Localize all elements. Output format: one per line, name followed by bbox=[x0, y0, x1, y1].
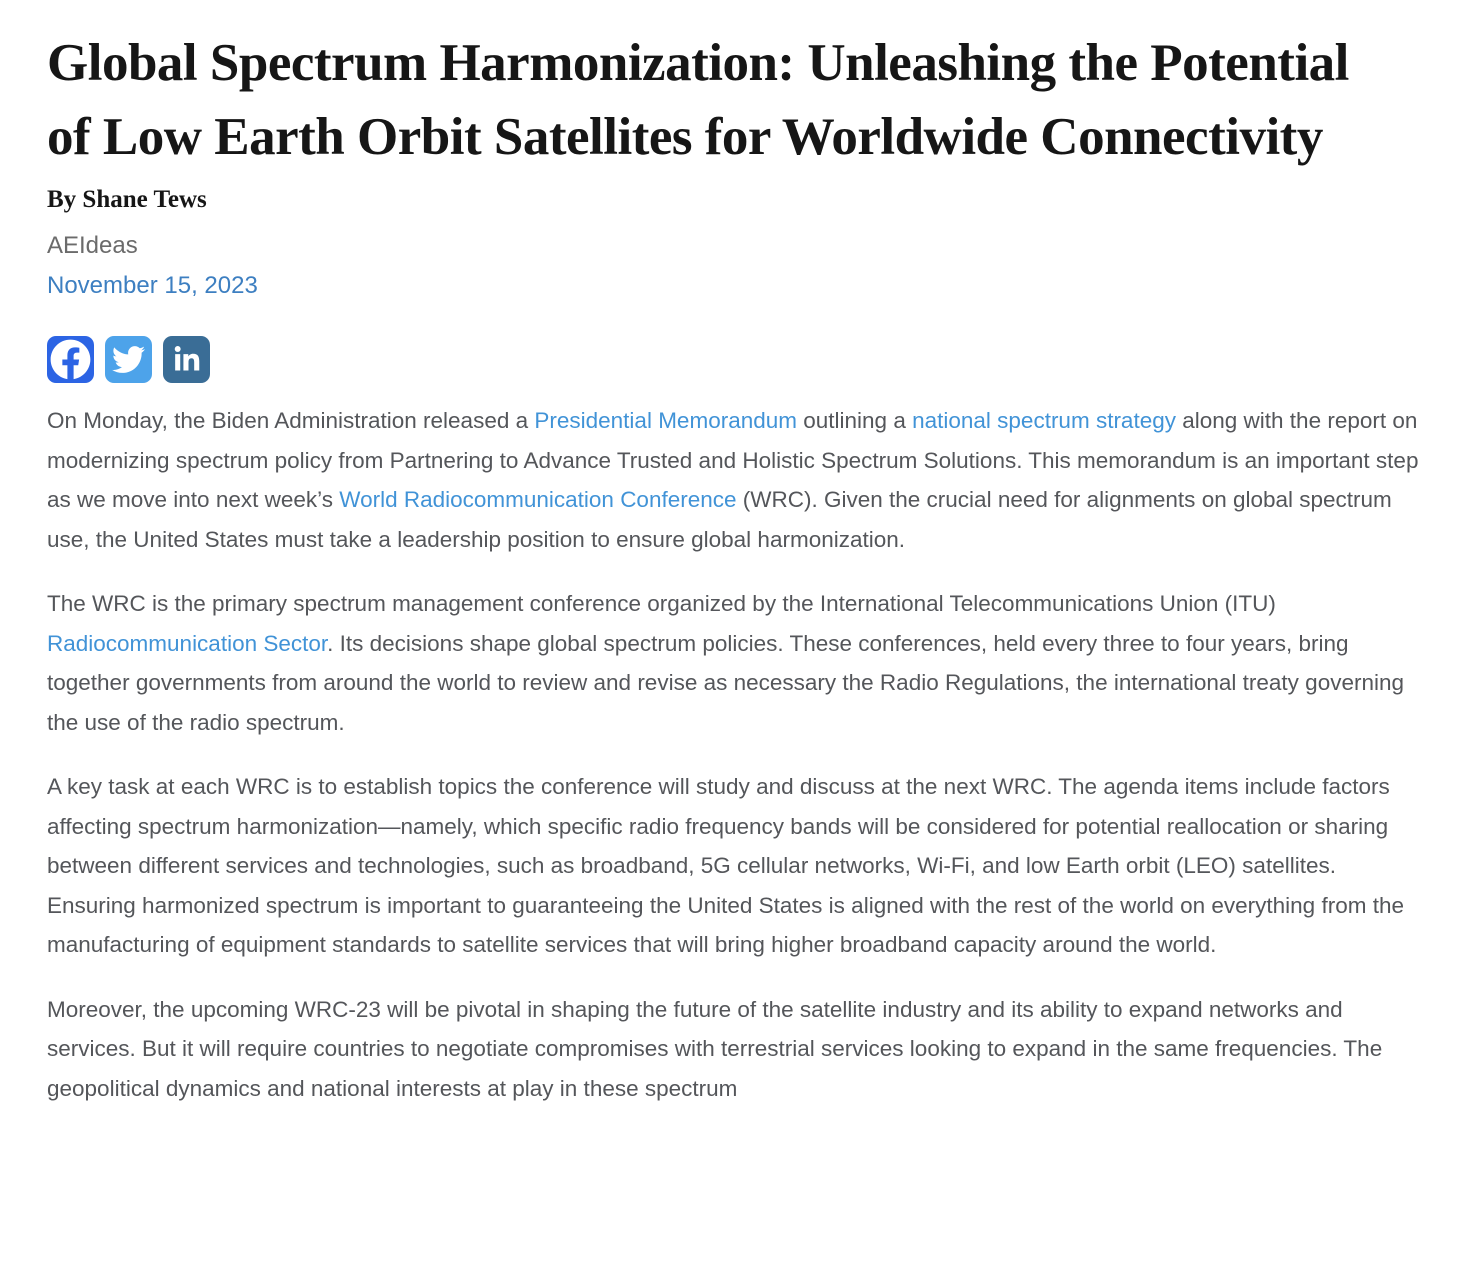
inline-link[interactable]: World Radiocommunication Conference bbox=[339, 487, 737, 512]
linkedin-share-button[interactable] bbox=[163, 336, 210, 383]
twitter-share-button[interactable] bbox=[105, 336, 152, 383]
paragraph-text: along with the report on modernizing spectrum policy from Partnering to Advance Trusted and Holistic Spectrum Solutions. This memorandum is an important step as we move into next week’s bbox=[47, 408, 1419, 512]
share-button-row bbox=[47, 336, 1423, 383]
paragraph bbox=[47, 767, 1423, 965]
paragraph bbox=[47, 990, 1423, 1109]
paragraph-text: A key task at each WRC is to establish topics the conference will study and discuss at the next WRC. The agenda items include factors affecting spectrum harmonization—namely, which specific radio frequency bands will be considered for potential reallocation or sharing between different services and technologies, such as broadband, 5G cellular networks, Wi-Fi, and low Earth orbit (LEO) satellites. Ensuring harmonized spectrum is important to guaranteeing the United States is aligned with the rest of the world on everything from the manufacturing of equipment standards to satellite services that will bring higher broadband capacity around the world. bbox=[47, 774, 1404, 957]
paragraph-text: outlining a bbox=[797, 408, 913, 433]
paragraph-text: The WRC is the primary spectrum management conference organized by the International Telecommunications Union (ITU) bbox=[47, 591, 1276, 616]
paragraph bbox=[47, 401, 1423, 559]
paragraph bbox=[47, 584, 1423, 742]
twitter-icon bbox=[112, 343, 145, 376]
article-body bbox=[47, 401, 1423, 1108]
article-date-link[interactable]: November 15, 2023 bbox=[47, 272, 258, 299]
facebook-icon bbox=[50, 339, 91, 380]
facebook-share-button[interactable] bbox=[47, 336, 94, 383]
inline-link[interactable]: Presidential Memorandum bbox=[534, 408, 797, 433]
inline-link[interactable]: Radiocommunication Sector bbox=[47, 630, 328, 656]
article-title: Global Spectrum Harmonization: Unleashing the Potential of Low Earth Orbit Satellites for Worldwide Connectivity bbox=[47, 34, 1349, 166]
paragraph-text: On Monday, the Biden Administration released a bbox=[47, 408, 535, 433]
linkedin-icon bbox=[173, 346, 201, 374]
article-byline: By Shane Tews bbox=[47, 186, 207, 213]
publication-name: AEIdeas bbox=[47, 232, 138, 259]
paragraph-text: (WRC). Given the crucial need for alignments on global spectrum use, the United States must take a leadership position to ensure global harmonization. bbox=[47, 487, 1392, 552]
paragraph-text: Moreover, the upcoming WRC-23 will be pivotal in shaping the future of the satellite industry and its ability to expand networks and services. But it will require countries to negotiate compromises with terrestrial services looking to expand in the same frequencies. The geopolitical dynamics and national interests at play in these spectrum bbox=[47, 996, 1383, 1101]
paragraph-text: . Its decisions shape global spectrum policies. These conferences, held every three to four years, bring together governments from around the world to review and revise as necessary the Radio Regulations, the international treaty governing the use of the radio spectrum. bbox=[47, 630, 1405, 735]
inline-link[interactable]: national spectrum strategy bbox=[912, 408, 1176, 433]
